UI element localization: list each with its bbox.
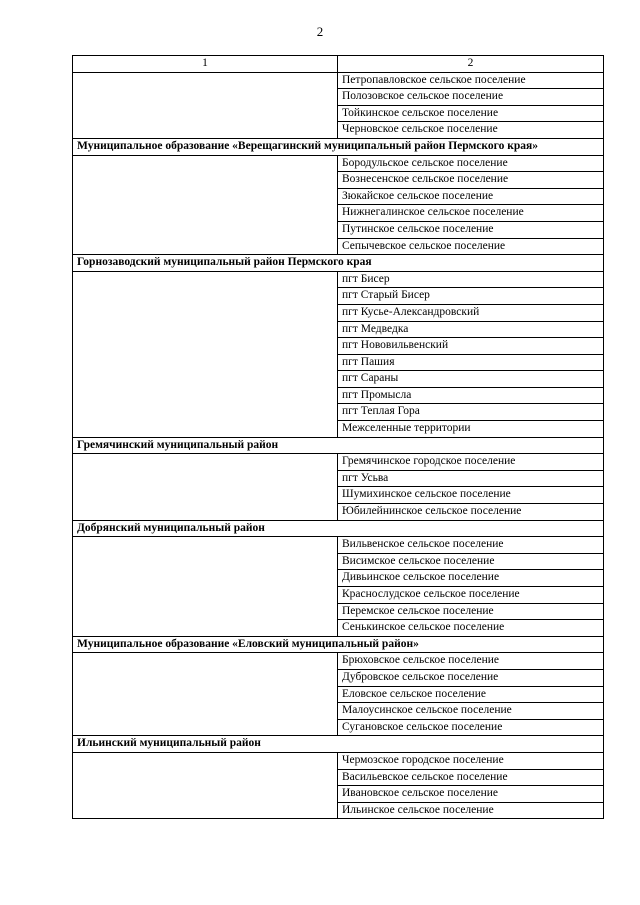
settlement-name: пгт Бисер <box>338 271 604 288</box>
settlement-name: Вильвенское сельское поселение <box>338 537 604 554</box>
group-left-cell <box>73 72 338 138</box>
settlement-name: пгт Пашия <box>338 354 604 371</box>
settlement-name: Бородульское сельское поселение <box>338 155 604 172</box>
settlement-name: Ильинское сельское поселение <box>338 802 604 819</box>
header-col-1: 1 <box>73 56 338 73</box>
group-header-row <box>73 636 604 653</box>
group-left-cell <box>73 537 338 637</box>
settlement-name: Сепычевское сельское поселение <box>338 238 604 255</box>
settlement-name: пгт Промысла <box>338 387 604 404</box>
group-title: Ильинский муниципальный район <box>73 736 604 753</box>
settlement-name: Висимское сельское поселение <box>338 553 604 570</box>
settlement-name: пгт Нововильвенский <box>338 338 604 355</box>
table-row <box>73 271 604 288</box>
settlement-name: Шумихинское сельское поселение <box>338 487 604 504</box>
settlement-name: Сенькинское сельское поселение <box>338 620 604 637</box>
group-header-row <box>73 736 604 753</box>
table-row <box>73 454 604 471</box>
settlement-name: Чермозское городское поселение <box>338 752 604 769</box>
group-left-cell <box>73 653 338 736</box>
municipality-table <box>72 55 604 819</box>
settlement-name: Дубровское сельское поселение <box>338 669 604 686</box>
group-header-row <box>73 437 604 454</box>
settlement-name: Еловское сельское поселение <box>338 686 604 703</box>
settlement-name: пгт Кусье-Александровский <box>338 304 604 321</box>
table-row <box>73 752 604 769</box>
settlement-name: Перемское сельское поселение <box>338 603 604 620</box>
settlement-name: Малоусинское сельское поселение <box>338 703 604 720</box>
group-title: Гремячинский муниципальный район <box>73 437 604 454</box>
settlement-name: Петропавловское сельское поселение <box>338 72 604 89</box>
settlement-name: Черновское сельское поселение <box>338 122 604 139</box>
settlement-name: Васильевское сельское поселение <box>338 769 604 786</box>
group-title: Добрянский муниципальный район <box>73 520 604 537</box>
table-header-row <box>73 56 604 73</box>
settlement-name: Зюкайское сельское поселение <box>338 188 604 205</box>
settlement-name: пгт Сараны <box>338 371 604 388</box>
group-left-cell <box>73 271 338 437</box>
settlement-name: Ивановское сельское поселение <box>338 786 604 803</box>
group-left-cell <box>73 752 338 818</box>
group-header-row <box>73 520 604 537</box>
group-title: Муниципальное образование «Верещагинский муниципальный район Пермского края» <box>73 138 604 155</box>
group-left-cell <box>73 454 338 520</box>
settlement-name: Сугановское сельское поселение <box>338 719 604 736</box>
page-number: 2 <box>316 24 324 39</box>
settlement-name: Гремячинское городское поселение <box>338 454 604 471</box>
table-row <box>73 155 604 172</box>
group-header-row <box>73 138 604 155</box>
settlement-name: пгт Теплая Гора <box>338 404 604 421</box>
group-title: Муниципальное образование «Еловский муниципальный район» <box>73 636 604 653</box>
settlement-name: Межселенные территории <box>338 421 604 438</box>
group-title: Горнозаводский муниципальный район Пермского края <box>73 255 604 272</box>
group-left-cell <box>73 155 338 255</box>
group-header-row <box>73 255 604 272</box>
settlement-name: пгт Медведка <box>338 321 604 338</box>
table-row <box>73 653 604 670</box>
settlement-name: Брюховское сельское поселение <box>338 653 604 670</box>
settlement-name: Тойкинское сельское поселение <box>338 105 604 122</box>
header-col-2: 2 <box>338 56 604 73</box>
settlement-name: Юбилейнинское сельское поселение <box>338 504 604 521</box>
settlement-name: пгт Старый Бисер <box>338 288 604 305</box>
settlement-name: Дивьинское сельское поселение <box>338 570 604 587</box>
settlement-name: Полозовское сельское поселение <box>338 89 604 106</box>
settlement-name: Путинское сельское поселение <box>338 221 604 238</box>
settlement-name: Вознесенское сельское поселение <box>338 172 604 189</box>
table-row <box>73 537 604 554</box>
settlement-name: Краснослудское сельское поселение <box>338 587 604 604</box>
settlement-name: пгт Усьва <box>338 470 604 487</box>
settlement-name: Нижнегалинское сельское поселение <box>338 205 604 222</box>
table-row <box>73 72 604 89</box>
